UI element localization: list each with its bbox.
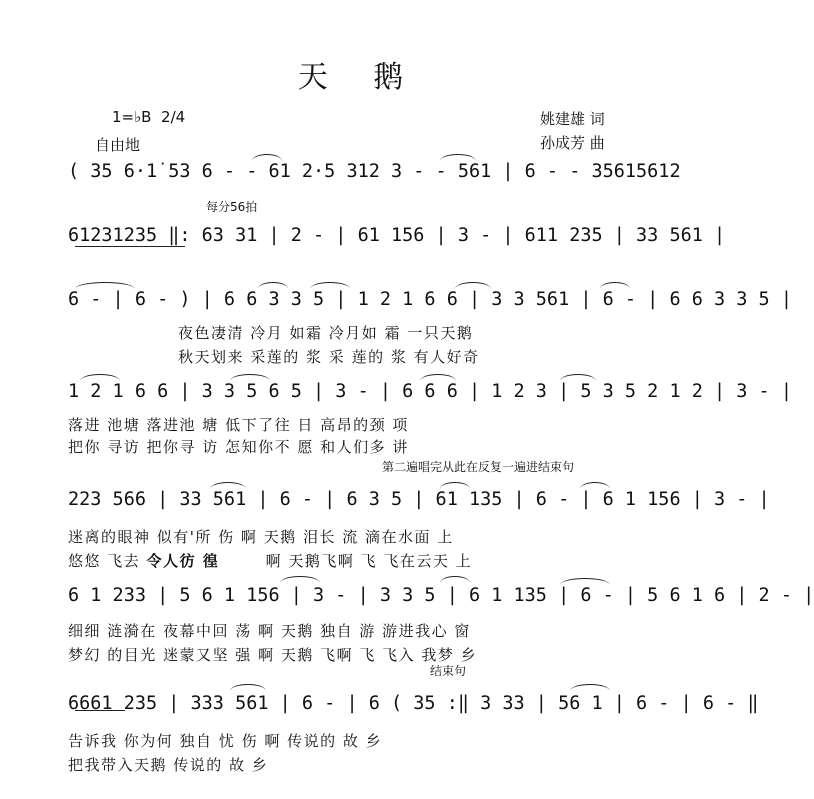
slur-mark — [310, 282, 350, 289]
lyric-row-6-verse-2: 梦幻 的目光 迷蒙又坚 强 啊 天鹅 飞啊 飞 飞入 我梦 乡 — [68, 646, 478, 664]
lyric-row-7-verse-2: 把我带入天鹅 传说的 故 乡 — [68, 756, 269, 774]
staff-notes-7: 6661 235 | 333 561 | 6 - | 6 ( 35 :‖ 3 33 | 56 1 | 6 - | 6 - ‖ — [68, 692, 759, 714]
ending-note: 结束句 — [430, 664, 467, 678]
song-title: 天 鹅 — [297, 60, 422, 95]
slur-mark — [80, 374, 120, 381]
lyric-row-5-verse-2-b: 令人彷 徨 — [146, 552, 220, 570]
lyric-row-6-verse-1: 细细 涟漪在 夜幕中回 荡 啊 天鹅 独自 游 游进我心 窗 — [68, 622, 471, 640]
key-label: 1=♭B — [112, 108, 152, 126]
slur-mark — [560, 578, 610, 585]
staff-row-5 — [68, 484, 770, 514]
staff-notes-1: ( 35 6·1̇ 53 6 - - 61 2·5 312 3 - - 561 | 6 - - 35615612 — [68, 160, 681, 182]
slur-mark — [420, 374, 456, 381]
lyric-row-5-verse-1: 迷离的眼神 似有'所 伤 啊 天鹅 泪长 流 滴在水面 上 — [68, 528, 454, 546]
lyric-row-4-verse-2: 把你 寻访 把你寻 访 怎知你不 愿 和人们多 讲 — [68, 438, 409, 456]
slur-mark — [75, 282, 135, 289]
tempo-marking: 自由地 — [95, 136, 141, 154]
slur-mark — [210, 482, 246, 489]
slur-mark — [258, 282, 288, 289]
staff-notes-3: 6 - | 6 - ) | 6 6 3 3 5 | 1 2 1 6 6 | 3 3 561 | 6 - | 6 6 3 3 5 | — [68, 288, 792, 310]
staff-row-1 — [68, 156, 681, 186]
slur-mark — [252, 154, 282, 161]
second-time-note: 第二遍唱完从此在反复一遍进结束句 — [382, 460, 575, 474]
staff-notes-5: 223 566 | 33 561 | 6 - | 6 3 5 | 61 135 | 6 - | 6 1 156 | 3 - | — [68, 488, 770, 510]
lyric-row-3-verse-1: 夜色凄清 冷月 如霜 冷月如 霜 一只天鹅 — [178, 324, 474, 342]
slur-mark — [580, 482, 610, 489]
slur-mark — [455, 282, 491, 289]
lyric-row-3-verse-2: 秋天划来 采莲的 浆 采 莲的 浆 有人好奇 — [178, 348, 480, 366]
slur-mark — [570, 684, 610, 691]
slur-mark — [440, 154, 476, 161]
underline-mark — [75, 710, 125, 711]
underline-mark — [75, 246, 185, 247]
time-signature: 2/4 — [161, 108, 186, 126]
slur-mark — [440, 482, 470, 489]
staff-row-3 — [68, 284, 792, 314]
key-signature — [112, 108, 185, 126]
slur-mark — [230, 684, 266, 691]
slur-mark — [560, 374, 596, 381]
lyricist: 姚建雄 词 — [540, 110, 605, 128]
staff-notes-4: 1 2 1 6 6 | 3 3 5 6 5 | 3 - | 6 6 6 | 1 2 3 | 5 3 5 2 1 2 | 3 - | — [68, 380, 792, 402]
lyric-row-5-verse-2-a: 悠悠 飞去 — [68, 552, 147, 570]
slur-mark — [600, 282, 630, 289]
lyric-row-7-verse-1: 告诉我 你为何 独自 忧 伤 啊 传说的 故 乡 — [68, 732, 383, 750]
slur-mark — [230, 374, 270, 381]
composer: 孙成芳 曲 — [540, 134, 605, 152]
lyric-row-5-verse-2-c: 啊 天鹅飞啊 飞 飞在云天 上 — [265, 552, 473, 570]
lyric-row-5-verse-2 — [68, 550, 472, 571]
slur-mark — [280, 576, 320, 583]
staff-notes-2: 61231235 ‖: 63 31 | 2 - | 61 156 | 3 - | 611 235 | 33 561 | — [68, 224, 726, 246]
staff-row-7 — [68, 688, 759, 718]
tempo-note: 每分56拍 — [206, 200, 258, 214]
lyric-row-4-verse-1: 落进 池塘 落进池 塘 低下了往 日 高昂的颈 项 — [68, 416, 409, 434]
slur-mark — [440, 576, 470, 583]
staff-notes-6: 6 1 233 | 5 6 1 156 | 3 - | 3 3 5 | 6 1 135 | 6 - | 5 6 1 6 | 2 - | — [68, 584, 814, 606]
